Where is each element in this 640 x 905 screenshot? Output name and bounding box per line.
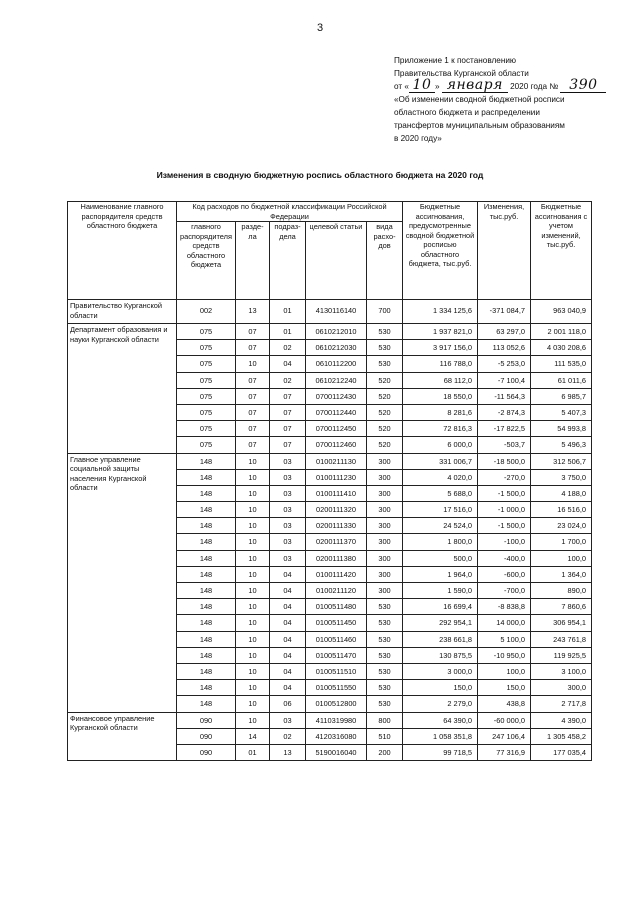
table-row <box>68 324 592 340</box>
cell-change: -5 253,0 <box>478 356 531 372</box>
cell-code-target: 0100211120 <box>306 583 367 599</box>
cell-result: 119 925,5 <box>531 647 592 663</box>
date-year: 2020 года № <box>510 82 559 91</box>
cell-code-section: 10 <box>236 712 270 728</box>
cell-change: -1 000,0 <box>478 502 531 518</box>
date-month: января <box>446 77 503 93</box>
cell-budget: 1 800,0 <box>403 534 478 550</box>
cell-result: 1 364,0 <box>531 566 592 582</box>
cell-code-type: 530 <box>367 647 403 663</box>
cell-code-main: 090 <box>177 744 236 760</box>
cell-code-type: 530 <box>367 663 403 679</box>
cell-budget: 18 550,0 <box>403 388 478 404</box>
cell-code-main: 075 <box>177 340 236 356</box>
budget-changes-table <box>67 201 592 761</box>
cell-code-target: 0610212030 <box>306 340 367 356</box>
cell-budget: 16 699,4 <box>403 599 478 615</box>
cell-code-target: 0610112200 <box>306 356 367 372</box>
cell-code-subsection: 07 <box>270 404 306 420</box>
appendix-line-7: в 2020 году» <box>394 134 442 143</box>
cell-code-type: 520 <box>367 421 403 437</box>
cell-code-subsection: 04 <box>270 647 306 663</box>
cell-code-type: 530 <box>367 356 403 372</box>
cell-code-main: 148 <box>177 453 236 469</box>
cell-code-main: 148 <box>177 502 236 518</box>
cell-code-type: 300 <box>367 469 403 485</box>
cell-code-target: 4120316080 <box>306 728 367 744</box>
table-row <box>68 712 592 728</box>
cell-change: 438,8 <box>478 696 531 712</box>
cell-code-subsection: 03 <box>270 518 306 534</box>
cell-change: -2 874,3 <box>478 404 531 420</box>
cell-code-type: 300 <box>367 485 403 501</box>
cell-code-main: 148 <box>177 631 236 647</box>
date-mid: » <box>434 82 440 91</box>
cell-budget: 1 334 125,6 <box>403 300 478 324</box>
cell-code-type: 530 <box>367 631 403 647</box>
header-code-section: разде-ла <box>236 222 270 300</box>
appendix-line-5: областного бюджета и распределении <box>394 108 540 117</box>
cell-code-subsection: 03 <box>270 550 306 566</box>
header-code-group: Код расходов по бюджетной классификации Российской Федерации <box>177 202 403 222</box>
cell-result: 4 188,0 <box>531 485 592 501</box>
cell-code-subsection: 02 <box>270 372 306 388</box>
header-code-type: вида расхо-дов <box>367 222 403 300</box>
cell-result: 300,0 <box>531 680 592 696</box>
cell-code-section: 10 <box>236 680 270 696</box>
cell-change: -400,0 <box>478 550 531 566</box>
cell-result: 243 761,8 <box>531 631 592 647</box>
cell-result: 54 993,8 <box>531 421 592 437</box>
cell-result: 177 035,4 <box>531 744 592 760</box>
cell-code-target: 5190016040 <box>306 744 367 760</box>
cell-code-section: 10 <box>236 356 270 372</box>
cell-code-section: 07 <box>236 388 270 404</box>
cell-change: -371 084,7 <box>478 300 531 324</box>
cell-code-section: 07 <box>236 437 270 453</box>
cell-code-main: 075 <box>177 437 236 453</box>
cell-change: 63 297,0 <box>478 324 531 340</box>
cell-code-main: 075 <box>177 372 236 388</box>
header-code-main: главного распорядителя средств областного бюджета <box>177 222 236 300</box>
cell-code-target: 0100511460 <box>306 631 367 647</box>
cell-code-subsection: 04 <box>270 599 306 615</box>
cell-code-type: 530 <box>367 696 403 712</box>
cell-code-target: 0200111320 <box>306 502 367 518</box>
appendix-line-6: трансфертов муниципальным образованиям <box>394 121 565 130</box>
cell-code-subsection: 06 <box>270 696 306 712</box>
cell-result: 890,0 <box>531 583 592 599</box>
appendix-line-4: «Об изменении сводной бюджетной росписи <box>394 95 565 104</box>
cell-code-subsection: 04 <box>270 631 306 647</box>
cell-code-target: 0700112460 <box>306 437 367 453</box>
cell-code-type: 300 <box>367 566 403 582</box>
cell-code-target: 0700112450 <box>306 421 367 437</box>
cell-change: -8 838,8 <box>478 599 531 615</box>
cell-code-subsection: 07 <box>270 421 306 437</box>
date-prefix: от « <box>394 82 409 91</box>
cell-budget: 1 964,0 <box>403 566 478 582</box>
cell-change: -270,0 <box>478 469 531 485</box>
cell-code-main: 148 <box>177 518 236 534</box>
cell-change: -7 100,4 <box>478 372 531 388</box>
cell-result: 1 700,0 <box>531 534 592 550</box>
cell-code-main: 148 <box>177 599 236 615</box>
cell-code-section: 10 <box>236 647 270 663</box>
cell-budget: 116 788,0 <box>403 356 478 372</box>
cell-budget: 3 917 156,0 <box>403 340 478 356</box>
cell-result: 1 305 458,2 <box>531 728 592 744</box>
cell-code-type: 520 <box>367 437 403 453</box>
cell-code-main: 148 <box>177 534 236 550</box>
cell-change: 113 052,6 <box>478 340 531 356</box>
cell-code-section: 07 <box>236 404 270 420</box>
page-number: 3 <box>316 22 324 34</box>
cell-code-section: 10 <box>236 518 270 534</box>
cell-code-target: 0100111420 <box>306 566 367 582</box>
cell-code-type: 300 <box>367 534 403 550</box>
cell-budget: 68 112,0 <box>403 372 478 388</box>
cell-code-main: 075 <box>177 421 236 437</box>
table-body <box>68 300 592 761</box>
cell-code-target: 0200111380 <box>306 550 367 566</box>
header-budget: Бюджетные ассигнования, предусмотренные сводной бюджетной росписью областного бюджета, тыс.руб. <box>403 202 478 300</box>
cell-code-target: 0100511450 <box>306 615 367 631</box>
cell-result: 23 024,0 <box>531 518 592 534</box>
cell-code-subsection: 03 <box>270 485 306 501</box>
cell-code-subsection: 03 <box>270 534 306 550</box>
cell-code-target: 0100211130 <box>306 453 367 469</box>
cell-change: 5 100,0 <box>478 631 531 647</box>
date-day: 10 <box>412 77 432 93</box>
cell-code-subsection: 04 <box>270 356 306 372</box>
cell-code-subsection: 04 <box>270 583 306 599</box>
cell-result: 111 535,0 <box>531 356 592 372</box>
cell-code-subsection: 02 <box>270 340 306 356</box>
cell-result: 2 717,8 <box>531 696 592 712</box>
cell-code-type: 530 <box>367 340 403 356</box>
document-number: 390 <box>569 77 598 93</box>
cell-code-type: 700 <box>367 300 403 324</box>
cell-code-type: 300 <box>367 453 403 469</box>
cell-code-target: 0100512800 <box>306 696 367 712</box>
cell-change: -1 500,0 <box>478 485 531 501</box>
cell-budget: 1 058 351,8 <box>403 728 478 744</box>
cell-code-subsection: 03 <box>270 712 306 728</box>
cell-change: -60 000,0 <box>478 712 531 728</box>
cell-code-subsection: 04 <box>270 615 306 631</box>
cell-change: 77 316,9 <box>478 744 531 760</box>
cell-result: 100,0 <box>531 550 592 566</box>
cell-result: 4 390,0 <box>531 712 592 728</box>
cell-code-section: 10 <box>236 502 270 518</box>
cell-code-type: 530 <box>367 615 403 631</box>
appendix-line-2: Правительства Курганской области <box>394 69 529 78</box>
cell-result: 312 506,7 <box>531 453 592 469</box>
cell-result: 16 516,0 <box>531 502 592 518</box>
header-code-target: целевой статьи <box>306 222 367 300</box>
organization-name: Главное управление социальной защиты населения Курганской области <box>68 453 177 712</box>
cell-result: 306 954,1 <box>531 615 592 631</box>
table-row <box>68 453 592 469</box>
cell-change: -503,7 <box>478 437 531 453</box>
cell-code-type: 300 <box>367 583 403 599</box>
cell-code-section: 10 <box>236 696 270 712</box>
cell-code-subsection: 02 <box>270 728 306 744</box>
cell-budget: 292 954,1 <box>403 615 478 631</box>
cell-budget: 6 000,0 <box>403 437 478 453</box>
cell-code-main: 148 <box>177 583 236 599</box>
cell-result: 2 001 118,0 <box>531 324 592 340</box>
cell-code-section: 10 <box>236 599 270 615</box>
cell-code-main: 148 <box>177 469 236 485</box>
cell-code-subsection: 07 <box>270 437 306 453</box>
cell-code-main: 148 <box>177 485 236 501</box>
cell-code-type: 510 <box>367 728 403 744</box>
cell-budget: 17 516,0 <box>403 502 478 518</box>
cell-code-main: 075 <box>177 388 236 404</box>
cell-budget: 4 020,0 <box>403 469 478 485</box>
cell-code-type: 800 <box>367 712 403 728</box>
cell-result: 3 100,0 <box>531 663 592 679</box>
cell-code-target: 0100511470 <box>306 647 367 663</box>
cell-code-section: 07 <box>236 324 270 340</box>
cell-code-type: 530 <box>367 680 403 696</box>
cell-code-section: 10 <box>236 663 270 679</box>
header-change: Изменения, тыс.руб. <box>478 202 531 300</box>
cell-code-type: 300 <box>367 550 403 566</box>
cell-code-target: 4130116140 <box>306 300 367 324</box>
cell-code-type: 530 <box>367 599 403 615</box>
cell-code-section: 10 <box>236 631 270 647</box>
cell-code-section: 10 <box>236 469 270 485</box>
cell-change: -17 822,5 <box>478 421 531 437</box>
appendix-header <box>394 54 624 145</box>
cell-change: -10 950,0 <box>478 647 531 663</box>
organization-name: Правительство Курганской области <box>68 300 177 324</box>
cell-result: 4 030 208,6 <box>531 340 592 356</box>
cell-budget: 1 937 821,0 <box>403 324 478 340</box>
cell-code-section: 07 <box>236 421 270 437</box>
cell-code-main: 075 <box>177 356 236 372</box>
cell-budget: 3 000,0 <box>403 663 478 679</box>
organization-name: Финансовое управление Курганской области <box>68 712 177 761</box>
cell-change: 100,0 <box>478 663 531 679</box>
cell-budget: 2 279,0 <box>403 696 478 712</box>
cell-code-subsection: 01 <box>270 300 306 324</box>
cell-code-target: 0100111410 <box>306 485 367 501</box>
table-row <box>68 300 592 324</box>
organization-name: Департамент образования и науки Курганской области <box>68 324 177 454</box>
cell-change: 150,0 <box>478 680 531 696</box>
cell-code-subsection: 04 <box>270 663 306 679</box>
cell-code-target: 0200111330 <box>306 518 367 534</box>
header-code-subsection: подраз-дела <box>270 222 306 300</box>
cell-code-subsection: 04 <box>270 566 306 582</box>
cell-code-target: 0100511510 <box>306 663 367 679</box>
cell-code-main: 075 <box>177 324 236 340</box>
cell-result: 6 985,7 <box>531 388 592 404</box>
cell-budget: 99 718,5 <box>403 744 478 760</box>
cell-code-subsection: 03 <box>270 469 306 485</box>
cell-result: 7 860,6 <box>531 599 592 615</box>
cell-code-section: 14 <box>236 728 270 744</box>
document-title: Изменения в сводную бюджетную роспись областного бюджета на 2020 год <box>156 170 484 180</box>
cell-code-target: 0200111370 <box>306 534 367 550</box>
cell-code-section: 07 <box>236 372 270 388</box>
cell-change: -1 500,0 <box>478 518 531 534</box>
cell-budget: 130 875,5 <box>403 647 478 663</box>
cell-code-type: 300 <box>367 518 403 534</box>
cell-code-section: 01 <box>236 744 270 760</box>
cell-code-type: 520 <box>367 404 403 420</box>
cell-code-section: 13 <box>236 300 270 324</box>
cell-change: -600,0 <box>478 566 531 582</box>
cell-code-section: 10 <box>236 485 270 501</box>
cell-budget: 238 661,8 <box>403 631 478 647</box>
cell-code-main: 148 <box>177 550 236 566</box>
cell-change: 247 106,4 <box>478 728 531 744</box>
cell-code-main: 148 <box>177 566 236 582</box>
cell-code-main: 148 <box>177 680 236 696</box>
cell-code-main: 148 <box>177 663 236 679</box>
cell-code-type: 300 <box>367 502 403 518</box>
cell-code-target: 0100511480 <box>306 599 367 615</box>
cell-code-section: 10 <box>236 615 270 631</box>
cell-change: -700,0 <box>478 583 531 599</box>
cell-code-main: 148 <box>177 696 236 712</box>
cell-code-subsection: 13 <box>270 744 306 760</box>
cell-code-target: 0100111230 <box>306 469 367 485</box>
cell-code-section: 10 <box>236 583 270 599</box>
appendix-date-line <box>394 77 624 93</box>
header-result: Бюджетные ассигнования с учетом изменений, тыс.руб. <box>531 202 592 300</box>
cell-code-target: 0700112440 <box>306 404 367 420</box>
cell-budget: 72 816,3 <box>403 421 478 437</box>
cell-code-target: 0700112430 <box>306 388 367 404</box>
cell-code-subsection: 03 <box>270 502 306 518</box>
cell-budget: 150,0 <box>403 680 478 696</box>
cell-budget: 5 688,0 <box>403 485 478 501</box>
cell-code-main: 148 <box>177 615 236 631</box>
cell-code-section: 10 <box>236 453 270 469</box>
cell-result: 5 407,3 <box>531 404 592 420</box>
cell-code-subsection: 07 <box>270 388 306 404</box>
header-name: Наименование главного распорядителя средств областного бюджета <box>68 202 177 300</box>
cell-code-type: 200 <box>367 744 403 760</box>
cell-code-target: 0100511550 <box>306 680 367 696</box>
cell-result: 61 011,6 <box>531 372 592 388</box>
cell-code-subsection: 01 <box>270 324 306 340</box>
cell-change: -11 564,3 <box>478 388 531 404</box>
cell-code-target: 0610212240 <box>306 372 367 388</box>
cell-code-target: 0610212010 <box>306 324 367 340</box>
cell-code-main: 090 <box>177 712 236 728</box>
cell-code-section: 10 <box>236 534 270 550</box>
cell-budget: 24 524,0 <box>403 518 478 534</box>
cell-code-main: 090 <box>177 728 236 744</box>
cell-change: 14 000,0 <box>478 615 531 631</box>
cell-code-main: 148 <box>177 647 236 663</box>
appendix-line-1: Приложение 1 к постановлению <box>394 56 517 65</box>
cell-budget: 1 590,0 <box>403 583 478 599</box>
cell-budget: 64 390,0 <box>403 712 478 728</box>
cell-code-type: 530 <box>367 324 403 340</box>
cell-code-target: 4110319980 <box>306 712 367 728</box>
cell-budget: 331 006,7 <box>403 453 478 469</box>
cell-change: -18 500,0 <box>478 453 531 469</box>
cell-code-section: 10 <box>236 550 270 566</box>
cell-result: 5 496,3 <box>531 437 592 453</box>
cell-budget: 500,0 <box>403 550 478 566</box>
cell-code-section: 07 <box>236 340 270 356</box>
cell-result: 3 750,0 <box>531 469 592 485</box>
cell-code-subsection: 03 <box>270 453 306 469</box>
cell-code-main: 002 <box>177 300 236 324</box>
cell-code-section: 10 <box>236 566 270 582</box>
cell-code-main: 075 <box>177 404 236 420</box>
cell-budget: 8 281,6 <box>403 404 478 420</box>
cell-code-type: 520 <box>367 388 403 404</box>
cell-change: -100,0 <box>478 534 531 550</box>
cell-code-subsection: 04 <box>270 680 306 696</box>
cell-result: 963 040,9 <box>531 300 592 324</box>
cell-code-type: 520 <box>367 372 403 388</box>
